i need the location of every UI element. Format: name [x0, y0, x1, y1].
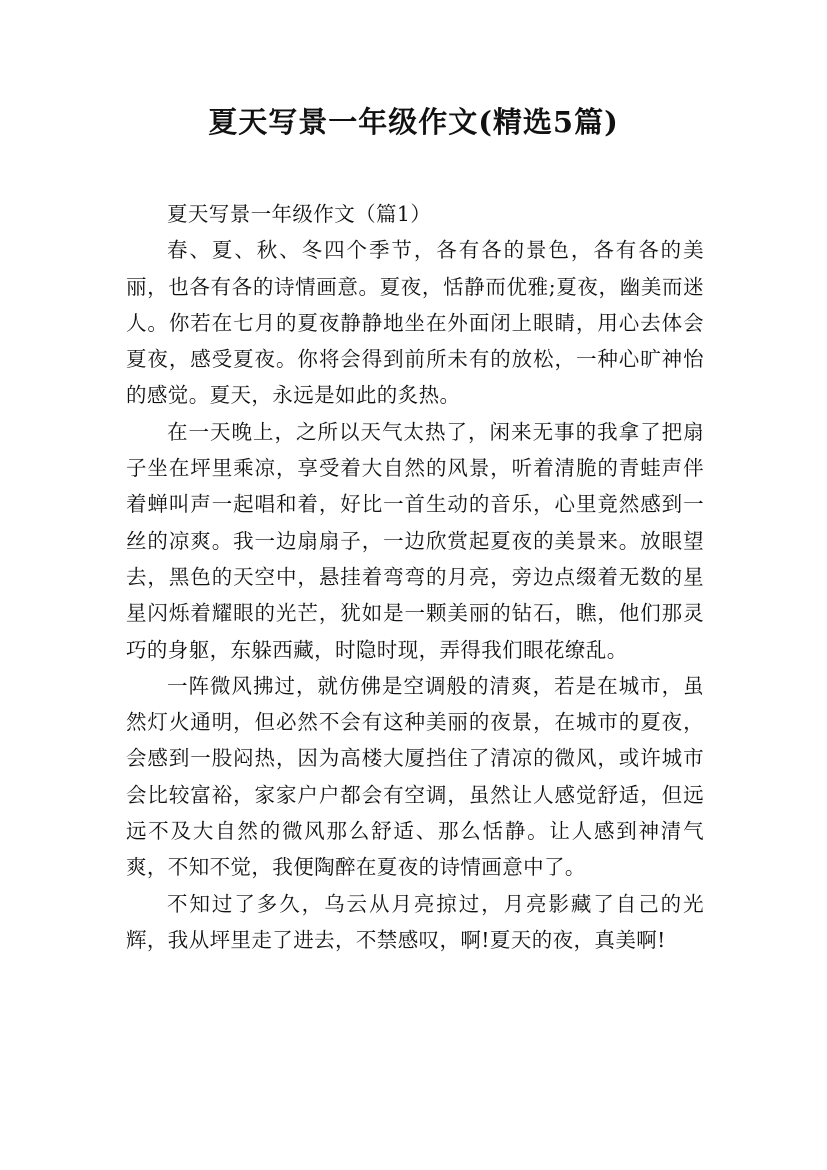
- section-heading: 夏天写景一年级作文（篇1）: [167, 202, 432, 226]
- paragraph: 春、夏、秋、冬四个季节，各有各的景色，各有各的美丽，也各有各的诗情画意。夏夜，恬静而优雅;夏夜，幽美而迷人。你若在七月的夏夜静静地坐在外面闭上眼睛，用心去体会夏夜，感受夏夜。你将会得到前所未有的放松，一种心旷神怡的感觉。夏天，永远是如此的炙热。: [126, 238, 704, 408]
- paragraph: 不知过了多久，乌云从月亮掠过，月亮影藏了自己的光辉，我从坪里走了进去，不禁感叹，啊!夏天的夜，真美啊!: [126, 891, 704, 952]
- paragraph: 在一天晚上，之所以天气太热了，闲来无事的我拿了把扇子坐在坪里乘凉，享受着大自然的风景，听着清脆的青蛙声伴着蝉叫声一起唱和着，好比一首生动的音乐，心里竟然感到一丝的凉爽。我一边扇扇子，一边欣赏起夏夜的美景来。放眼望去，黑色的天空中，悬挂着弯弯的月亮，旁边点缀着无数的星星闪烁着耀眼的光芒，犹如是一颗美丽的钻石，瞧，他们那灵巧的身躯，东躲西藏，时隐时现，弄得我们眼花缭乱。: [126, 419, 704, 662]
- paragraph: 一阵微风拂过，就仿佛是空调般的清爽，若是在城市，虽然灯火通明，但必然不会有这种美丽的夜景，在城市的夏夜，会感到一股闷热，因为高楼大厦挡住了清凉的微风，或许城市会比较富裕，家家户户都会有空调，虽然让人感觉舒适，但远远不及大自然的微风那么舒适、那么恬静。让人感到神清气爽，不知不觉，我便陶醉在夏夜的诗情画意中了。: [126, 673, 704, 880]
- document-title: 夏天写景一年级作文(精选5篇): [208, 105, 619, 139]
- document-body: [126, 196, 704, 958]
